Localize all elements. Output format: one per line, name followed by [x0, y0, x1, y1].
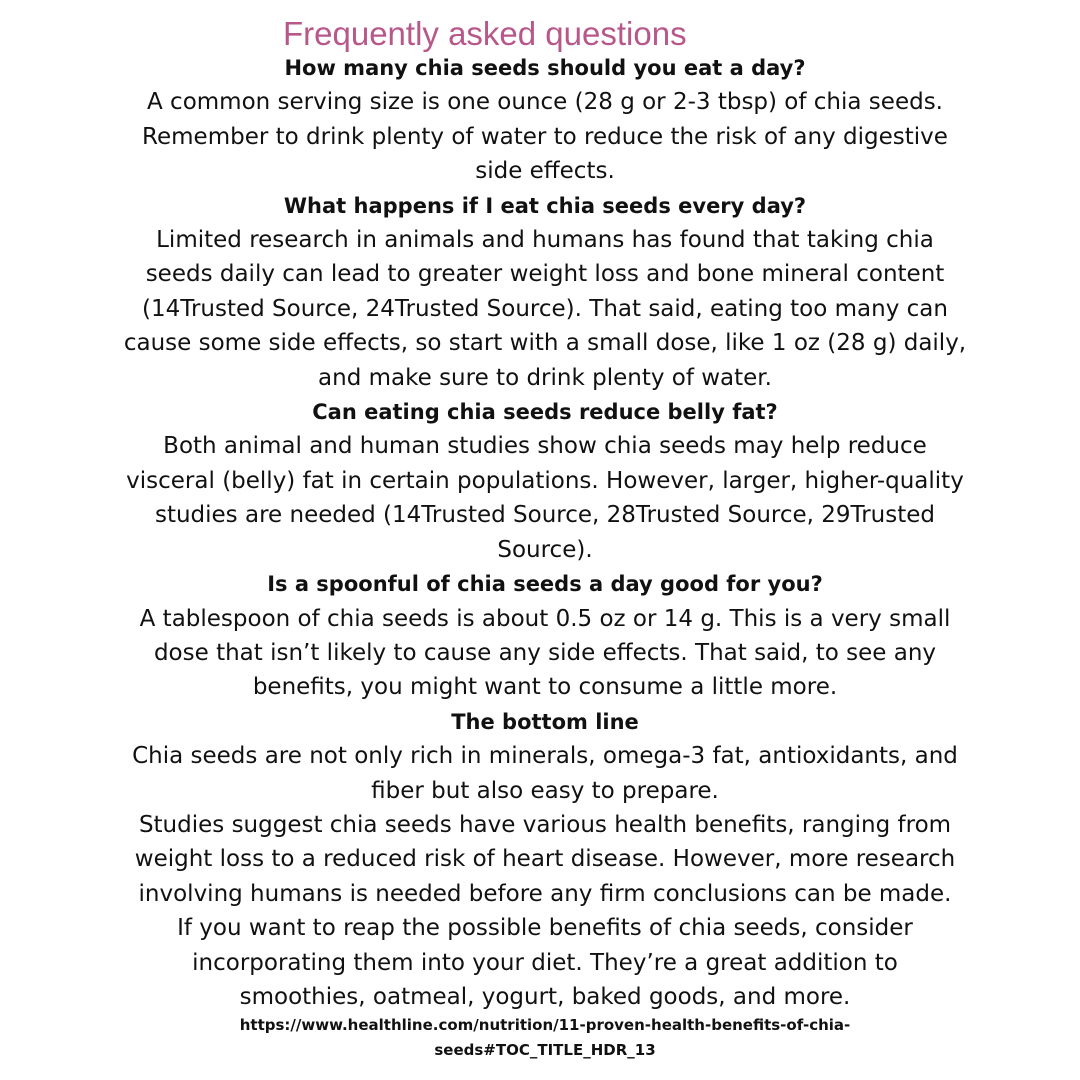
body-line: weight loss to a reduced risk of heart disease. However, more research — [134, 846, 956, 873]
faq-answer-3 — [100, 429, 990, 567]
answer-line: (14Trusted Source, 24Trusted Source). That said, eating too many can — [142, 295, 948, 322]
heading-text: The bottom line — [451, 709, 639, 734]
faq-answer-4 — [100, 602, 990, 705]
faq-question-1 — [100, 51, 990, 85]
page-title: Frequently asked questions — [283, 15, 687, 52]
question-text: What happens if I eat chia seeds every day? — [283, 193, 807, 218]
question-text: Is a spoonful of chia seeds a day good for you? — [267, 572, 823, 597]
answer-line: visceral (belly) fat in certain populations. However, larger, higher-quality — [126, 467, 964, 494]
faq-question-4 — [100, 567, 990, 601]
answer-line: Both animal and human studies show chia seeds may help reduce — [163, 433, 927, 460]
answer-line: A tablespoon of chia seeds is about 0.5 oz or 14 g. This is a very small — [139, 605, 951, 632]
faq-answer-1 — [100, 85, 990, 188]
answer-line: and make sure to drink plenty of water. — [318, 364, 772, 391]
answer-line: benefits, you might want to consume a little more. — [252, 674, 838, 701]
bottom-line-text — [100, 739, 990, 1014]
body-line: Chia seeds are not only rich in minerals, omega-3 fat, antioxidants, and — [132, 743, 958, 770]
body-line: incorporating them into your diet. They’re a great addition to — [192, 949, 898, 976]
answer-line: cause some side effects, so start with a small dose, like 1 oz (28 g) daily, — [123, 330, 967, 357]
answer-line: dose that isn’t likely to cause any side effects. That said, to see any — [153, 639, 937, 666]
body-line: Studies suggest chia seeds have various health benefits, ranging from — [138, 811, 952, 838]
body-line: involving humans is needed before any firm conclusions can be made. — [138, 880, 952, 907]
answer-line: side effects. — [475, 158, 615, 185]
bottom-line-heading — [100, 705, 990, 739]
faq-question-2 — [100, 189, 990, 223]
source-url-line: https://www.healthline.com/nutrition/11-proven-health-benefits-of-chia- — [239, 1016, 851, 1034]
body-line: smoothies, oatmeal, yogurt, baked goods, and more. — [239, 983, 851, 1010]
question-text: Can eating chia seeds reduce belly fat? — [312, 400, 778, 425]
answer-line: seeds daily can lead to greater weight loss and bone mineral content — [145, 261, 945, 288]
answer-line: Source). — [497, 536, 593, 563]
answer-line: Limited research in animals and humans has found that taking chia — [156, 227, 934, 254]
answer-line: A common serving size is one ounce (28 g or 2-3 tbsp) of chia seeds. — [147, 89, 943, 116]
faq-question-3 — [100, 395, 990, 429]
question-text: How many chia seeds should you eat a day? — [284, 56, 806, 80]
answer-line: studies are needed (14Trusted Source, 28Trusted Source, 29Trusted — [154, 502, 936, 529]
body-line: fiber but also easy to prepare. — [371, 777, 719, 804]
source-url-line: seeds#TOC_TITLE_HDR_13 — [434, 1041, 656, 1059]
source-url — [100, 1013, 990, 1063]
body-line: If you want to reap the possible benefits of chia seeds, consider — [177, 915, 913, 942]
faq-answer-2 — [100, 223, 990, 395]
faq-content — [100, 51, 990, 1014]
answer-line: Remember to drink plenty of water to reduce the risk of any digestive — [142, 123, 948, 150]
